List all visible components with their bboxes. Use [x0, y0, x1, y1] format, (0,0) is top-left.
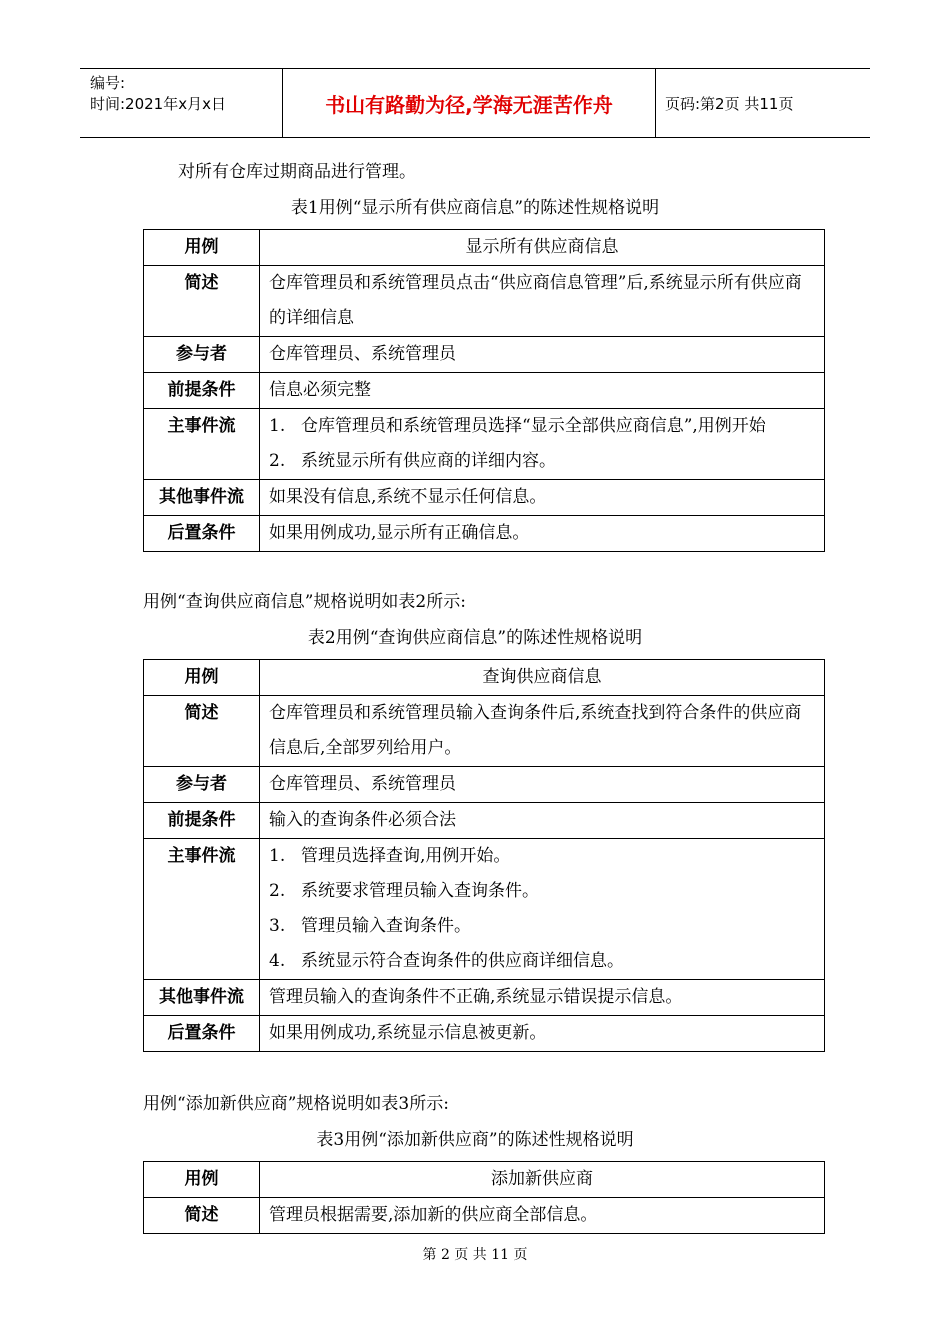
row-key: 用例: [144, 660, 260, 696]
row-key: 参与者: [144, 767, 260, 803]
row-value: 仓库管理员和系统管理员输入查询条件后,系统查找到符合条件的供应商信息后,全部罗列给用户。: [260, 696, 825, 767]
table2: [143, 659, 825, 1052]
row-key: 简述: [144, 696, 260, 767]
table2-intro: 用例“查询供应商信息”规格说明如表2所示:: [143, 592, 466, 612]
row-value: 查询供应商信息: [260, 660, 825, 696]
row-value: 添加新供应商: [260, 1162, 825, 1198]
row-key: 简述: [144, 266, 260, 337]
list-item: [269, 944, 815, 979]
step-number: 2.: [269, 881, 286, 901]
step-text: 系统显示符合查询条件的供应商详细信息。: [301, 951, 624, 971]
list-item: [269, 444, 815, 479]
page-footer: 第 2 页 共 11 页: [422, 1247, 528, 1263]
list-item: [269, 874, 815, 909]
table-row: [144, 696, 825, 767]
table-row: [144, 337, 825, 373]
row-value: 如果没有信息,系统不显示任何信息。: [260, 480, 825, 516]
row-value: [260, 839, 825, 980]
row-value: 显示所有供应商信息: [260, 230, 825, 266]
header-motto: 书山有路勤为径,学海无涯苦作舟: [283, 69, 656, 137]
table1-caption: 表1用例“显示所有供应商信息”的陈述性规格说明: [290, 198, 660, 218]
row-key: 其他事件流: [144, 480, 260, 516]
table-row: [144, 1162, 825, 1198]
row-value: 如果用例成功,系统显示信息被更新。: [260, 1016, 825, 1052]
header-meta: [80, 69, 283, 137]
row-key: 前提条件: [144, 803, 260, 839]
step-number: 4.: [269, 951, 286, 971]
list-item: [269, 909, 815, 944]
row-value: 管理员根据需要,添加新的供应商全部信息。: [260, 1198, 825, 1234]
step-number: 1.: [269, 416, 286, 436]
row-value: 信息必须完整: [260, 373, 825, 409]
table2-caption: 表2用例“查询供应商信息”的陈述性规格说明: [307, 628, 643, 648]
table-row: [144, 373, 825, 409]
step-number: 2.: [269, 451, 286, 471]
row-value: 仓库管理员和系统管理员点击“供应商信息管理”后,系统显示所有供应商的详细信息: [260, 266, 825, 337]
step-number: 1.: [269, 846, 286, 866]
row-key: 后置条件: [144, 1016, 260, 1052]
row-key: 用例: [144, 1162, 260, 1198]
step-text: 系统要求管理员输入查询条件。: [301, 881, 539, 901]
page-header: [80, 68, 870, 138]
row-value: [260, 409, 825, 480]
step-text: 仓库管理员和系统管理员选择“显示全部供应商信息”,用例开始: [301, 416, 766, 436]
number-label: 编号:: [90, 74, 126, 92]
step-text: 管理员选择查询,用例开始。: [301, 846, 511, 866]
table-row: [144, 230, 825, 266]
intro-text: 对所有仓库过期商品进行管理。: [178, 162, 416, 182]
table-row: [144, 1016, 825, 1052]
table-row: [144, 660, 825, 696]
row-value: 仓库管理员、系统管理员: [260, 337, 825, 373]
table1: [143, 229, 825, 552]
row-key: 简述: [144, 1198, 260, 1234]
time-label: 时间:2021年x月x日: [90, 95, 226, 113]
header-page-info: 页码:第2页 共11页: [665, 94, 794, 113]
table3-intro: 用例“添加新供应商”规格说明如表3所示:: [143, 1094, 449, 1114]
table-row: [144, 839, 825, 980]
row-key: 其他事件流: [144, 980, 260, 1016]
table3-caption: 表3用例“添加新供应商”的陈述性规格说明: [316, 1130, 634, 1150]
table-row: [144, 1198, 825, 1234]
list-item: [269, 409, 815, 444]
row-value: 管理员输入的查询条件不正确,系统显示错误提示信息。: [260, 980, 825, 1016]
table-row: [144, 409, 825, 480]
step-text: 系统显示所有供应商的详细内容。: [301, 451, 556, 471]
row-key: 主事件流: [144, 839, 260, 980]
step-number: 3.: [269, 916, 286, 936]
table-row: [144, 980, 825, 1016]
table-row: [144, 803, 825, 839]
row-key: 前提条件: [144, 373, 260, 409]
row-value: 仓库管理员、系统管理员: [260, 767, 825, 803]
row-value: 输入的查询条件必须合法: [260, 803, 825, 839]
row-key: 后置条件: [144, 516, 260, 552]
row-value: 如果用例成功,显示所有正确信息。: [260, 516, 825, 552]
table-row: [144, 266, 825, 337]
table-row: [144, 516, 825, 552]
table3: [143, 1161, 825, 1234]
table-row: [144, 767, 825, 803]
row-key: 用例: [144, 230, 260, 266]
step-text: 管理员输入查询条件。: [301, 916, 471, 936]
list-item: [269, 839, 815, 874]
table-row: [144, 480, 825, 516]
row-key: 主事件流: [144, 409, 260, 480]
row-key: 参与者: [144, 337, 260, 373]
